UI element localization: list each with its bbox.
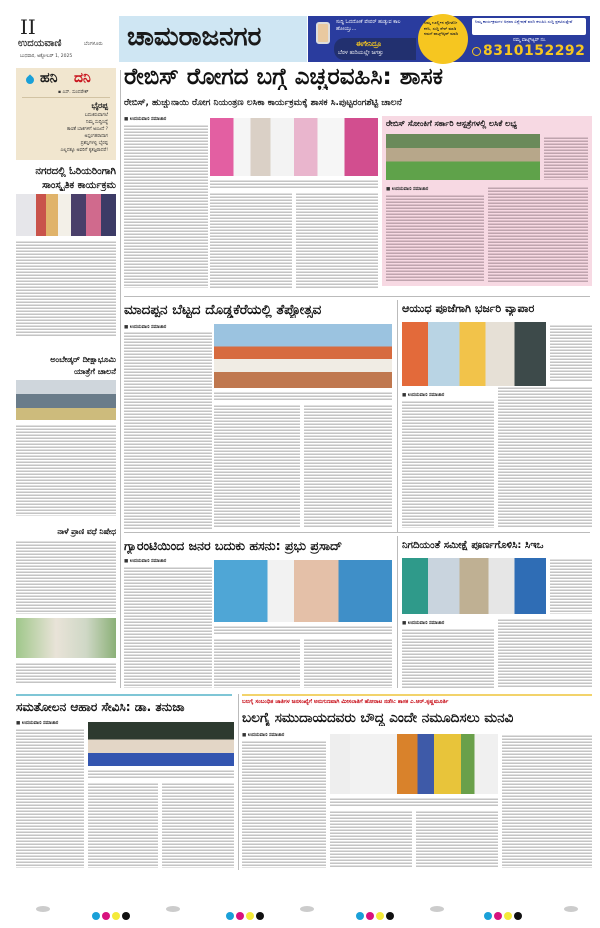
column-logo-part1: ಹನಿ <box>40 70 58 86</box>
ambedkar-headline-2: ಯಾತ್ರೆಗೆ ಚಾಲನೆ <box>74 367 116 376</box>
phone-number: 8310152292 <box>483 43 586 59</box>
poem-body <box>18 112 108 154</box>
samatolana-photo-caption <box>88 769 234 779</box>
nigadi-headline: ನಿಗದಿಯಂತೆ ಸಮೀಕ್ಷೆ ಪೂರ್ಣಗೊಳಿಸಿ: ಸಿಇಒ <box>402 540 544 551</box>
guarantee-photo-caption <box>214 625 392 635</box>
ambedkar-body <box>16 424 116 516</box>
main-body-col2 <box>210 192 292 288</box>
registration-oval <box>166 906 180 912</box>
ayudha-headline: ಆಯುಧ ಪೂಜೆಗಾಗಿ ಭರ್ಜರಿ ವ್ಯಾಪಾರ <box>402 302 535 315</box>
rabies-side-photo <box>386 134 540 180</box>
whatsapp-icon <box>472 47 481 56</box>
balige-body-col1 <box>242 740 326 868</box>
guarantee-body-col2 <box>214 638 300 688</box>
hanidani-column <box>16 68 116 160</box>
masthead <box>14 16 590 62</box>
column-rule <box>120 70 121 688</box>
advert-brand-line2: ಬೆರಳ ತುದಿಯಲ್ಲೇ ಜಗತ್ತು <box>338 50 384 56</box>
registration-oval <box>430 906 444 912</box>
samatolana-body-col2 <box>88 782 158 868</box>
registration-oval <box>300 906 314 912</box>
balige-kicker: ಬಲಗೈ ಸಂಬಂಧಿತ ಜಾತಿಗಳ ಜನಸಂಖ್ಯೆಗೆ ಅನುಗುಣವಾಗಿ ಮೀಸಲಾತಿಗೆ ಹೋರಾಟ ನಡೆಸಿ: ಶಾಸಕ ಎ.ಆರ್.ಕೃಷ್ಣಮೂರ್ತಿ <box>242 699 449 705</box>
column-rule-4 <box>238 694 239 870</box>
color-registration-marks <box>356 905 396 924</box>
whatsapp-label: ನಮ್ಮ ವಾಟ್ಸ್ಆ್ಯಪ್ ನಂ. <box>513 38 547 43</box>
guarantee-photo <box>214 560 392 622</box>
ayudha-body-col2 <box>498 386 592 528</box>
column-divider <box>22 97 110 98</box>
section-title-band <box>119 16 307 62</box>
balige-photo <box>330 734 498 794</box>
balige-body-col4 <box>502 734 592 868</box>
poem-line: ಎಲ್ಲದಕ್ಕೂ ಅವರಿಗೆ ಕೃತಜ್ಞರಾದರೆ! <box>60 148 108 153</box>
rabies-side-photo-caption <box>544 136 588 180</box>
color-registration-marks <box>226 905 266 924</box>
advert-banner <box>308 16 590 62</box>
rabies-side-body-col2 <box>488 186 588 282</box>
cyan-rule <box>16 694 232 696</box>
nigadi-photo-caption <box>550 558 592 614</box>
poem-line: ನಿಮ್ಮ ಸುದ್ದಿಸಿದ್ದೆ <box>86 120 108 125</box>
ayudha-photo <box>402 322 546 386</box>
phone-hand-icon <box>316 22 330 44</box>
column-author: ▪ ಎಸ್. ಸುಂದರೇಶ್ <box>58 90 89 95</box>
guarantee-body-col3 <box>304 638 392 688</box>
rabies-side-headline: ರೇಬಿಸ್ ಸೋಂಕಿಗೆ ಸರ್ಕಾರಿ ಆಸ್ಪತ್ರೆಗಳಲ್ಲಿ ಲಸಿಕೆ ಲಭ್ಯ <box>386 119 517 128</box>
drop-icon <box>24 74 35 85</box>
advert-circle-text: ನಿಮ್ಮ ಊರ್ಲ್ಲಿನ ಫೋಟೋ ಕಳಿಸಿ, ಸುದ್ದಿ ಶೇರ್ ಮಾಡಿ ನಮಗೆ ವಾಟ್ಸ್ಆ್ಯಪ್ ಮಾಡಿ <box>424 20 458 36</box>
ayudha-photo-caption <box>550 324 592 382</box>
guarantee-byline: ■ ಉದಯವಾಣಿ ಸಮಾಚಾರ <box>124 559 167 564</box>
madappa-photo <box>214 324 392 388</box>
praani-caption <box>16 662 116 684</box>
registration-oval <box>564 906 578 912</box>
edition-label: ಬೆಂಗಳೂರು <box>84 41 103 47</box>
samatolana-byline: ■ ಉದಯವಾಣಿ ಸಮಾಚಾರ <box>16 721 59 726</box>
color-registration-marks <box>92 905 132 924</box>
poem-line: ಅಸ್ತಂಗತರಾದಾಗ <box>84 134 108 139</box>
main-photo-caption <box>210 179 378 189</box>
madappa-photo-caption <box>214 391 392 401</box>
balige-byline: ■ ಉದಯವಾಣಿ ಸಮಾಚಾರ <box>242 733 285 738</box>
section-title: ಚಾಮರಾಜನಗರ <box>127 22 262 52</box>
main-byline: ■ ಉದಯವಾಣಿ ಸಮಾಚಾರ <box>124 117 167 122</box>
main-headline: ರೇಬಿಸ್ ರೋಗದ ಬಗ್ಗೆ ಎಚ್ಚರವಹಿಸಿ: ಶಾಸಕ <box>124 64 443 90</box>
column-rule-2 <box>397 300 398 532</box>
main-photo <box>210 118 378 176</box>
ambedkar-photo <box>16 380 116 420</box>
poem-line: ಕಾಣಿಕೆ ಬಾಕಿಗಳಿಗೆ ಅಂಜದೆ ? <box>66 127 108 132</box>
madappa-headline: ಮಾದಪ್ಪನ ಬೆಟ್ಟದ ದೊಡ್ಡಕೆರೆಯಲ್ಲಿ ತೆಪ್ಪೋತ್ಸವ <box>124 302 322 318</box>
rabies-side-box <box>382 116 592 286</box>
advert-yellow-circle <box>418 14 468 64</box>
praani-photo <box>16 618 116 658</box>
nigadi-byline: ■ ಉದಯವಾಣಿ ಸಮಾಚಾರ <box>402 621 445 626</box>
nigadi-body-col1 <box>402 628 494 688</box>
praani-body <box>16 540 116 614</box>
balige-body-col3 <box>416 810 498 868</box>
ambedkar-headline-1: ಅಂಬೇಡ್ಕರ್ ದೀಕ್ಷಾಭೂಮಿ <box>50 355 116 364</box>
samatolana-body-col3 <box>162 782 234 868</box>
main-body-col3 <box>296 192 378 288</box>
samatolana-headline: ಸಮತೋಲನ ಆಹಾರ ಸೇವಿಸಿ: ಡಾ. ತನುಜಾ <box>16 700 185 714</box>
guarantee-body-col1 <box>124 566 212 688</box>
yellow-rule <box>242 694 592 696</box>
nagaradalli-photo <box>16 194 116 236</box>
rabies-side-byline: ■ ಉದಯವಾಣಿ ಸಮಾಚಾರ <box>386 187 429 192</box>
advert-box-text: ನಿಮ್ಮ ಕಾರ್ಯಕ್ರಮಗಳ ಅಥವಾ ವಿಶ್ಲೇಷಣೆ ವರದಿ ಕಳುಹಿಸಿ ಸುದ್ದಿ ಪ್ರಕಟಿಸುತ್ತೇವೆ <box>475 19 573 24</box>
ayudha-body-col1 <box>402 400 494 528</box>
advert-info-box <box>472 18 586 35</box>
madappa-body-col2 <box>214 404 300 528</box>
paper-name: ಉದಯವಾಣಿ <box>18 38 62 49</box>
nagaradalli-headline-2: ಸಾಂಸ್ಕೃತಿಕ ಕಾರ್ಯಕ್ರಮ <box>42 180 116 191</box>
date-label: ಬುಧವಾರ, ಅಕ್ಟೋಬರ್ 1, 2025 <box>20 54 73 59</box>
rabies-side-body-col1 <box>386 194 484 282</box>
nagaradalli-headline-1: ನಗರದಲ್ಲಿ ಓರಿಯರಿಂಗಾಗಿ <box>35 166 116 177</box>
praani-headline: ನಾಳೆ ಪ್ರಾಣಿ ವಧೆ ನಿಷೇಧ <box>57 527 116 536</box>
madappa-byline: ■ ಉದಯವಾಣಿ ಸಮಾಚಾರ <box>124 325 167 330</box>
madappa-body-col1 <box>124 331 212 529</box>
column-rule-3 <box>397 536 398 688</box>
samatolana-body-col1 <box>16 728 84 868</box>
advert-brand-box <box>334 38 416 60</box>
nigadi-photo <box>402 558 546 614</box>
column-logo-part2: ದನಿ <box>74 70 91 86</box>
page-number: II <box>20 15 36 39</box>
section-rule-2 <box>124 532 590 533</box>
poem-line: ಬದುಕಿರುವಾಗಲೆ <box>84 113 108 118</box>
balige-headline: ಬಲಗೈ ಸಮುದಾಯದವರು ಬೌದ್ಧ ಎಂದೇ ನಮೂದಿಸಲು ಮನವಿ <box>242 710 514 726</box>
balige-photo-caption <box>330 797 498 807</box>
section-rule <box>124 296 590 297</box>
poem-title: ಭೈರಪ್ಪ <box>91 101 108 110</box>
nigadi-body-col2 <box>498 618 592 688</box>
advert-line1: ಸುದ್ದಿ ಓದದೋಕೆ ಪೇಪರ್ ಹುಡ್ಕುವ ಕಾಲ ಹೋಯ್ತು... <box>336 19 401 32</box>
balige-body-col2 <box>330 810 412 868</box>
main-subheadline: ರೇಬಿಸ್, ಹುಚ್ಚುನಾಯಿ ರೋಗ ನಿಯಂತ್ರಣ ಲಸಿಕಾ ಕಾರ್ಯಕ್ರಮಕ್ಕೆ ಶಾಸಕ ಸಿ.ಪುಟ್ಟರಂಗಶೆಟ್ಟಿ ಚಾಲನೆ <box>124 98 402 108</box>
registration-oval <box>36 906 50 912</box>
madappa-body-col3 <box>304 404 392 528</box>
advert-brand: ಈಗೇನಿದ್ರೂ <box>356 40 382 48</box>
nagaradalli-body <box>16 240 116 336</box>
guarantee-headline: ಗ್ಯಾರಂಟಿಯಿಂದ ಜನರ ಬದುಕು ಹಸನು: ಪ್ರಭು ಪ್ರಸಾದ್ <box>124 538 343 553</box>
color-registration-marks <box>484 905 524 924</box>
main-body-col1 <box>124 124 208 288</box>
samatolana-photo <box>88 722 234 766</box>
poem-line: ಪ್ರಶಸ್ತಿಗಳಲ್ಲಿ ಭೈರಪ್ಪ <box>80 141 108 146</box>
ayudha-byline: ■ ಉದಯವಾಣಿ ಸಮಾಚಾರ <box>402 393 445 398</box>
